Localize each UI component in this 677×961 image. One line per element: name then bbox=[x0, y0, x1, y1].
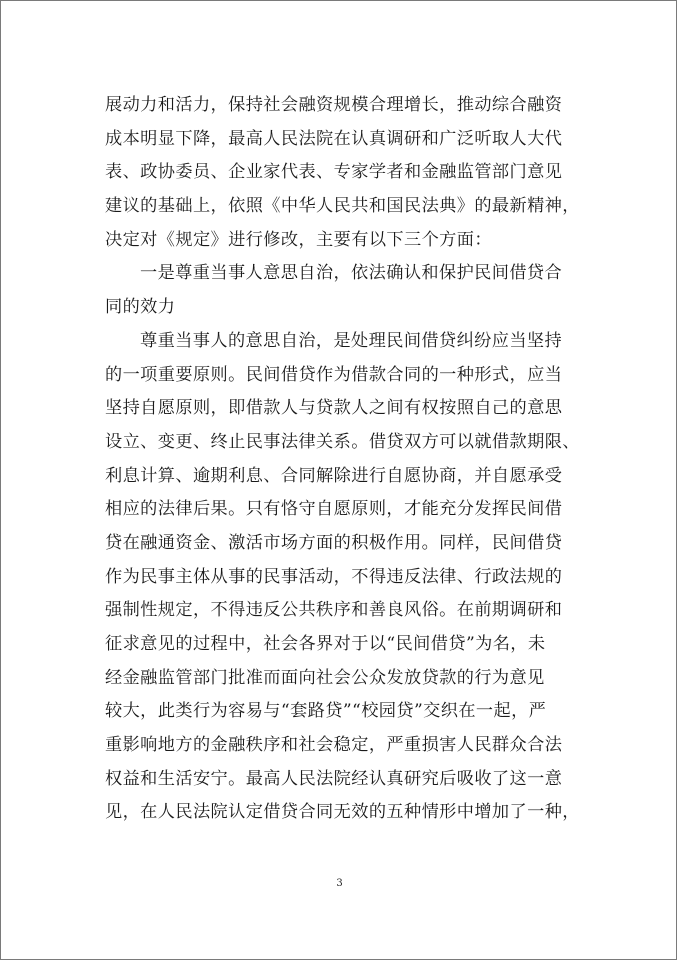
text-line-22: 见，在人民法院认定借贷合同无效的五种情形中增加了一种， bbox=[105, 802, 580, 823]
text-line-9: 的一项重要原则。民间借贷作为借款合同的一种形式，应当 bbox=[105, 364, 563, 385]
text-line-1: 展动力和活力，保持社会融资规模合理增长，推动综合融资 bbox=[105, 95, 563, 115]
text-line-16: 强制性规定，不得违反公共秩序和善良风俗。在前期调研和 bbox=[105, 600, 563, 621]
body-text bbox=[105, 89, 581, 830]
text-line-18: 经金融监管部门批准而面向社会公众发放贷款的行为意见 bbox=[105, 667, 545, 688]
text-line-3: 表、政协委员、企业家代表、专家学者和金融监管部门意见 bbox=[105, 162, 563, 183]
text-line-20: 重影响地方的金融秩序和社会稳定，严重损害人民群众合法 bbox=[105, 735, 563, 756]
text-line-4: 建议的基础上，依照《中华人民共和国民法典》的最新精神， bbox=[105, 196, 580, 217]
text-line-2: 成本明显下降，最高人民法院在认真调研和广泛听取人大代 bbox=[105, 128, 563, 149]
page-number: 3 bbox=[336, 878, 343, 889]
text-line-11: 设立、变更、终止民事法律关系。借贷双方可以就借款期限、 bbox=[105, 431, 580, 452]
text-line-21: 权益和生活安宁。最高人民法院经认真研究后吸收了这一意 bbox=[105, 768, 563, 789]
text-line-8: 尊重当事人的意思自治，是处理民间借贷纠纷应当坚持 bbox=[140, 330, 563, 351]
section-heading-line-2: 同的效力 bbox=[105, 297, 176, 318]
text-line-13: 相应的法律后果。只有恪守自愿原则，才能充分发挥民间借 bbox=[105, 499, 563, 520]
text-line-12: 利息计算、逾期利息、合同解除进行自愿协商，并自愿承受 bbox=[105, 465, 563, 486]
text-line-19: 较大，此类行为容易与“套路贷”“校园贷”交织在一起，严 bbox=[105, 701, 547, 722]
text-line-17: 征求意见的过程中，社会各界对于以“民间借贷”为名，未 bbox=[105, 634, 546, 654]
text-line-15: 作为民事主体从事的民事活动，不得违反法律、行政法规的 bbox=[105, 566, 563, 587]
section-heading-line-1: 一是尊重当事人意思自治，依法确认和保护民间借贷合 bbox=[140, 263, 563, 284]
text-line-14: 贷在融通资金、激活市场方面的积极作用。同样，民间借贷 bbox=[105, 532, 563, 553]
text-line-10: 坚持自愿原则，即借款人与贷款人之间有权按照自己的意思 bbox=[105, 398, 563, 419]
text-line-5: 决定对《规定》进行修改，主要有以下三个方面： bbox=[105, 229, 492, 250]
